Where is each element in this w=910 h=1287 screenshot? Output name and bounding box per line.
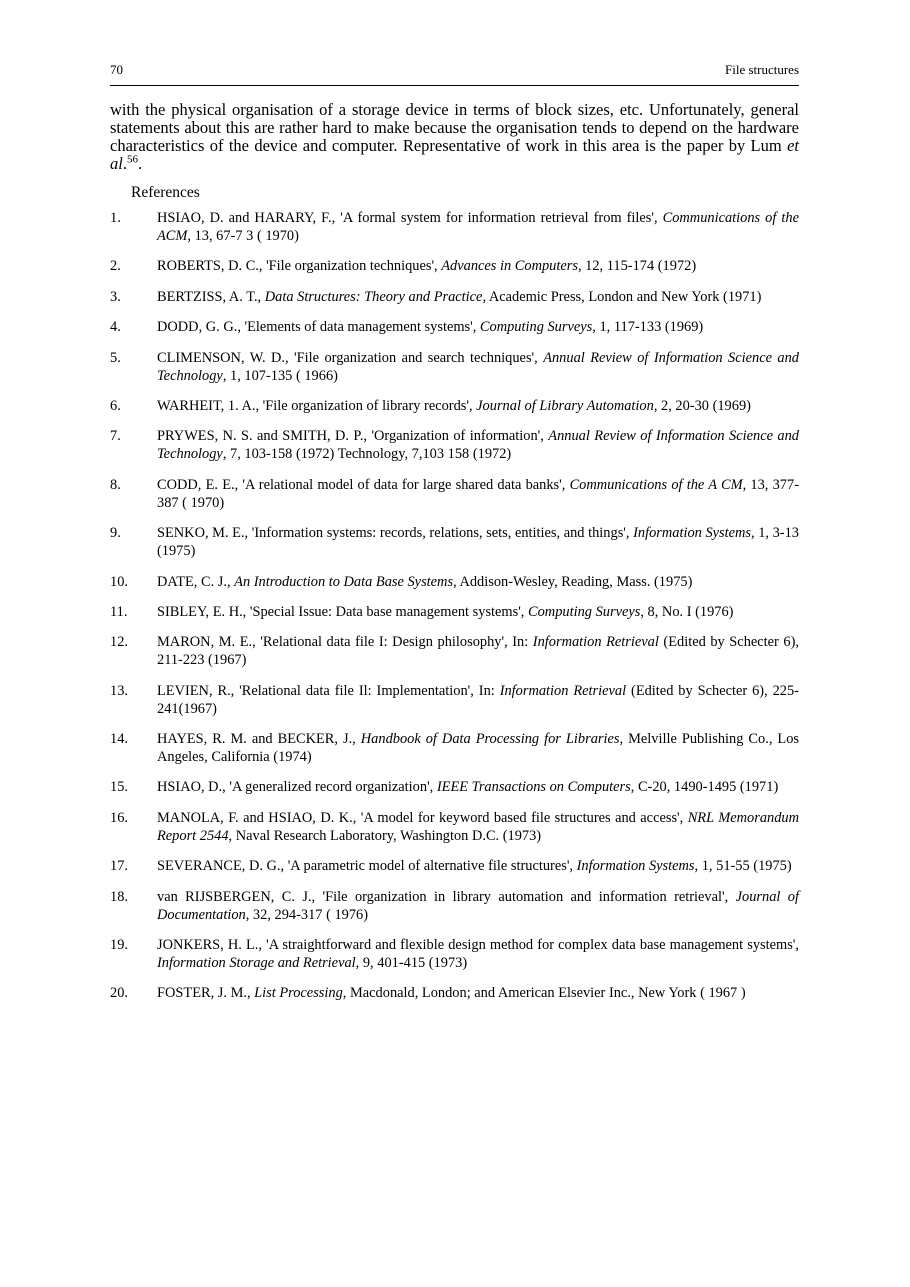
reference-item (110, 888, 799, 924)
reference-authors-title: van RIJSBERGEN, C. J., 'File organization in library automation and information retrieval', (157, 888, 736, 905)
reference-source: Information Systems (633, 525, 752, 542)
reference-text (157, 318, 799, 336)
reference-source: List Processing (254, 985, 343, 1002)
reference-source: An Introduction to Data Base Systems (234, 573, 454, 590)
reference-authors-title: SEVERANCE, D. G., 'A parametric model of alternative file structures', (157, 858, 577, 875)
reference-text (157, 603, 799, 621)
reference-source: Information Retrieval (499, 682, 627, 699)
reference-source: Communications of the ACM (157, 210, 799, 244)
reference-source: Journal of Documentation (157, 888, 799, 923)
reference-text (157, 730, 799, 766)
reference-number: 13. (110, 682, 128, 699)
reference-item (110, 682, 799, 718)
reference-source: Information Retrieval (532, 634, 659, 651)
reference-source: Computing Surveys (479, 319, 593, 336)
reference-authors-title: HSIAO, D., 'A generalized record organization', (157, 779, 437, 796)
reference-text (157, 633, 799, 669)
reference-authors-title: WARHEIT, 1. A., 'File organization of library records', (157, 397, 477, 414)
reference-text (157, 257, 799, 275)
reference-details: , Naval Research Laboratory, Washington D.C. (1973) (228, 827, 542, 844)
reference-item (110, 633, 799, 669)
reference-text (157, 809, 799, 845)
reference-number: 9. (110, 525, 121, 542)
reference-authors-title: BERTZISS, A. T., (157, 288, 265, 305)
reference-authors-title: HSIAO, D. and HARARY, F., 'A formal system for information retrieval from files', (157, 210, 663, 226)
reference-item (110, 730, 799, 766)
reference-number: 6. (110, 397, 121, 414)
reference-item (110, 809, 799, 845)
reference-text (157, 936, 799, 972)
reference-item (110, 209, 799, 245)
reference-details: , 8, No. I (1976) (640, 603, 734, 620)
reference-source: Handbook of Data Processing for Libraries (360, 731, 620, 748)
reference-number: 2. (110, 258, 121, 275)
reference-text (157, 209, 799, 245)
reference-details: , 13, 67-7 3 ( 1970) (187, 228, 299, 244)
intro-after-italic: . (122, 154, 127, 173)
reference-details: (Edited by Schecter 6), 211-223 (1967) (157, 634, 799, 669)
reference-item (110, 984, 799, 1002)
reference-text (157, 524, 799, 560)
reference-details: , 12, 115-174 (1972) (577, 258, 697, 275)
reference-authors-title: JONKERS, H. L., 'A straightforward and flexible design method for complex data base management systems', (157, 937, 799, 954)
reference-source: Information Systems (576, 858, 695, 875)
intro-end: . (137, 154, 143, 173)
reference-item (110, 349, 799, 385)
reference-text (157, 888, 799, 924)
reference-details: , 32, 294-317 ( 1976) (245, 906, 369, 923)
reference-number: 18. (110, 888, 128, 905)
reference-number: 14. (110, 731, 128, 748)
reference-item (110, 476, 799, 512)
reference-details: , 9, 401-415 (1973) (355, 955, 468, 972)
reference-details: , 1, 117-133 (1969) (592, 319, 704, 336)
reference-number: 15. (110, 779, 128, 796)
reference-item (110, 778, 799, 796)
reference-authors-title: CODD, E. E., 'A relational model of data for large shared data banks', (157, 476, 570, 493)
reference-source: Annual Review of Information Science and Technology (157, 349, 799, 384)
reference-number: 12. (110, 634, 128, 651)
reference-details: , C-20, 1490-1495 (1971) (630, 779, 779, 796)
reference-number: 17. (110, 858, 128, 875)
reference-item (110, 936, 799, 972)
reference-number: 4. (110, 319, 121, 336)
reference-authors-title: MANOLA, F. and HSIAO, D. K., 'A model for keyword based file structures and access', (157, 809, 688, 826)
reference-source: Annual Review of Information Science and Technology (157, 428, 799, 463)
reference-source: Computing Surveys (528, 603, 641, 620)
reference-source: NRL Memorandum Report 2544 (157, 809, 799, 844)
reference-number: 11. (110, 603, 128, 620)
reference-text (157, 778, 799, 796)
reference-details: , 1, 3-13 (1975) (157, 525, 799, 560)
reference-source: Data Structures: Theory and Practice (264, 288, 483, 305)
reference-details: , Macdonald, London; and American Elsevier Inc., New York ( 1967 ) (342, 985, 746, 1002)
reference-text (157, 984, 799, 1002)
reference-source: Communications of the A CM (569, 476, 743, 493)
reference-text (157, 682, 799, 718)
reference-authors-title: SENKO, M. E., 'Information systems: records, relations, sets, entities, and things', (157, 525, 634, 542)
reference-authors-title: ROBERTS, D. C., 'File organization techniques', (157, 258, 442, 275)
reference-details: , 1, 51-55 (1975) (694, 858, 792, 875)
reference-authors-title: CLIMENSON, W. D., 'File organization and search techniques', (157, 349, 544, 366)
reference-authors-title: DATE, C. J., (157, 573, 235, 590)
reference-item (110, 603, 799, 621)
reference-text (157, 573, 799, 591)
reference-text (157, 349, 799, 385)
reference-number: 7. (110, 428, 121, 445)
reference-number: 16. (110, 809, 128, 826)
reference-details: , 7, 103-158 (1972) Technology, 7,103 158 (1972) (222, 446, 512, 463)
reference-text (157, 476, 799, 512)
reference-details: , 2, 20-30 (1969) (653, 397, 751, 414)
citation-superscript: 56 (126, 153, 138, 166)
intro-text: with the physical organisation of a storage device in terms of block sizes, etc. Unfortunately, general statements about this are rather hard to make because the organisation tends to depend on the hardware characteristics of the device and computer. Representative of work in this area is the paper by Lum (110, 100, 799, 155)
reference-item (110, 257, 799, 275)
reference-number: 1. (110, 210, 121, 226)
page-number: 70 (110, 62, 123, 77)
reference-text (157, 288, 799, 306)
reference-authors-title: PRYWES, N. S. and SMITH, D. P., 'Organization of information', (157, 428, 549, 445)
reference-details: , 13, 377-387 ( 1970) (157, 476, 799, 511)
intro-paragraph (110, 101, 799, 173)
reference-item (110, 397, 799, 415)
intro-italic: et al (110, 136, 799, 173)
reference-number: 20. (110, 985, 128, 1002)
reference-authors-title: DODD, G. G., 'Elements of data management systems', (157, 319, 480, 336)
reference-details: , Melville Publishing Co., Los Angeles, California (1974) (157, 731, 800, 766)
reference-number: 5. (110, 349, 121, 366)
reference-number: 8. (110, 476, 121, 493)
reference-item (110, 857, 799, 875)
reference-source: Advances in Computers (441, 258, 578, 275)
reference-authors-title: MARON, M. E., 'Relational data file I: Design philosophy', In: (157, 634, 533, 651)
reference-details: , Addison-Wesley, Reading, Mass. (1975) (453, 573, 693, 590)
reference-authors-title: HAYES, R. M. and BECKER, J., (157, 731, 361, 748)
reference-item (110, 524, 799, 560)
reference-details: , Academic Press, London and New York (1971) (482, 288, 762, 305)
running-title: File structures (724, 62, 799, 77)
reference-item (110, 288, 799, 306)
reference-source: Journal of Library Automation (476, 397, 654, 414)
reference-item (110, 318, 799, 336)
reference-authors-title: FOSTER, J. M., (157, 985, 255, 1002)
reference-text (157, 397, 799, 415)
reference-source: Information Storage and Retrieval (157, 955, 356, 972)
reference-details: (Edited by Schecter 6), 225-241(1967) (157, 682, 799, 717)
reference-number: 10. (110, 573, 128, 590)
reference-item (110, 427, 799, 463)
running-header (110, 62, 799, 86)
reference-source: IEEE Transactions on Computers (436, 779, 631, 796)
reference-item (110, 573, 799, 591)
reference-authors-title: LEVIEN, R., 'Relational data file Il: Implementation', In: (157, 682, 500, 699)
reference-text (157, 427, 799, 463)
reference-number: 3. (110, 288, 121, 305)
reference-number: 19. (110, 937, 128, 954)
reference-details: , 1, 107-135 ( 1966) (222, 367, 338, 384)
reference-text (157, 857, 799, 875)
references-heading: References (131, 184, 200, 201)
reference-authors-title: SIBLEY, E. H., 'Special Issue: Data base management systems', (157, 603, 529, 620)
references-list (110, 209, 799, 1002)
document-page (110, 62, 799, 1015)
